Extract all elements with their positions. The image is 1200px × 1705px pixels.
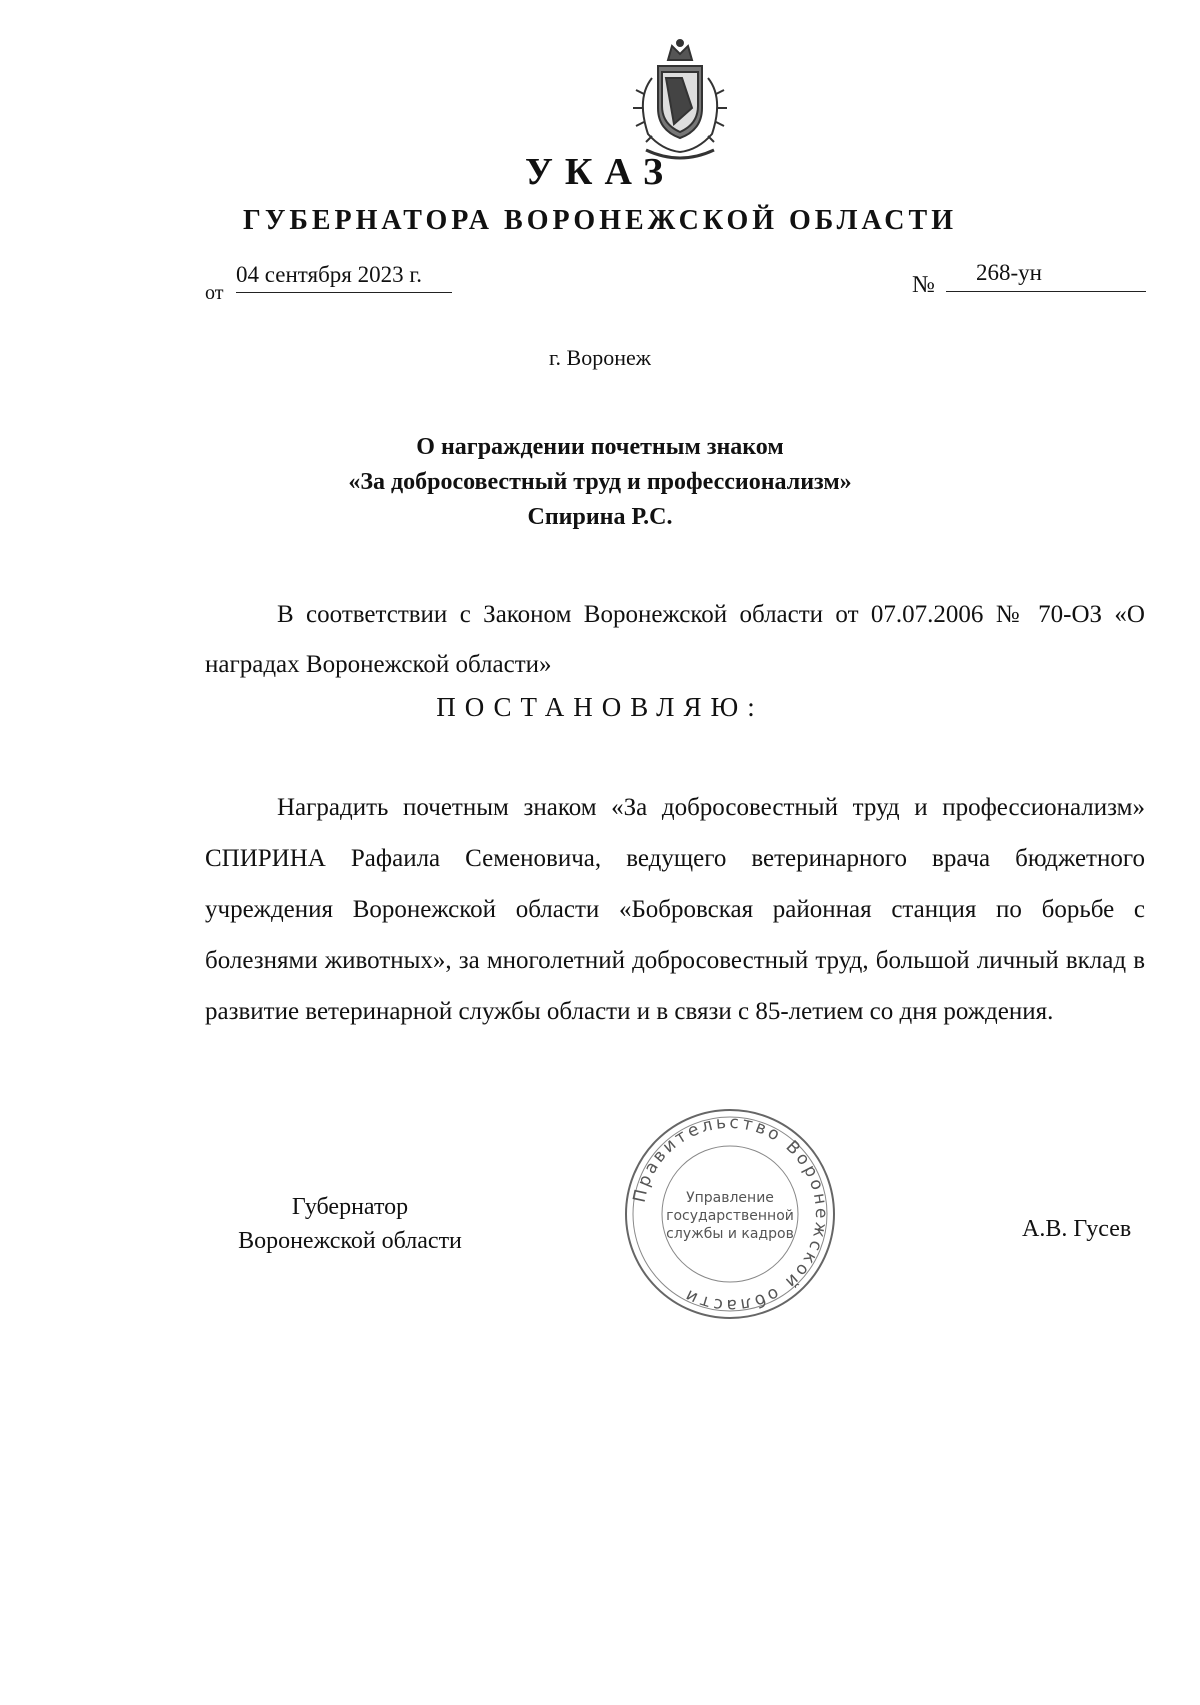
document-subtitle: ГУБЕРНАТОРА ВОРОНЕЖСКОЙ ОБЛАСТИ bbox=[243, 205, 957, 236]
document-title: УКАЗ bbox=[525, 151, 675, 193]
subject-line-2: «За добросовестный труд и профессионализм» bbox=[348, 469, 852, 495]
seal-center-line-2: государственной bbox=[666, 1208, 794, 1224]
seal-center-line-1: Управление bbox=[686, 1190, 774, 1206]
decree-heading: ПОСТАНОВЛЯЮ: bbox=[436, 692, 764, 722]
official-seal-icon bbox=[621, 1105, 839, 1323]
subject-line-1: О награждении почетным знаком bbox=[416, 434, 784, 460]
seal-center-line-3: службы и кадров bbox=[666, 1226, 794, 1242]
position-line-1: Губернатор bbox=[291, 1194, 409, 1220]
seal-ring-text: Правительство Воронежской области bbox=[629, 1112, 832, 1316]
document-subject bbox=[0, 430, 1200, 535]
document-date: 04 сентября 2023 г. bbox=[236, 260, 452, 293]
decree-paragraph: Наградить почетным знаком «За добросовестный труд и профессионализм» СПИРИНА Рафаила Семеновича, ведущего ветеринарного врача бюджетного учреждения Воронежской области «Бобровская районная станция по борьбе с болезнями животных», за многолетний добросовестный труд, большой личный вклад в развитие ветеринарной службы области и в связи с 85-летием со дня рождения. bbox=[205, 794, 1145, 1025]
signatory-name: А.В. Гусев bbox=[1022, 1216, 1132, 1242]
coat-of-arms-icon bbox=[622, 38, 738, 166]
number-prefix: № bbox=[912, 272, 935, 298]
preamble-paragraph: В соответствии с Законом Воронежской области от 07.07.2006 № 70-ОЗ «О наградах Воронежской области» bbox=[205, 601, 1145, 678]
signatory-position bbox=[205, 1190, 495, 1258]
position-line-2: Воронежской области bbox=[238, 1228, 462, 1254]
document-number: 268-ун bbox=[946, 258, 1146, 292]
document-city: г. Воронеж bbox=[549, 345, 651, 370]
subject-line-3: Спирина Р.С. bbox=[527, 504, 673, 530]
date-prefix: от bbox=[205, 282, 224, 304]
